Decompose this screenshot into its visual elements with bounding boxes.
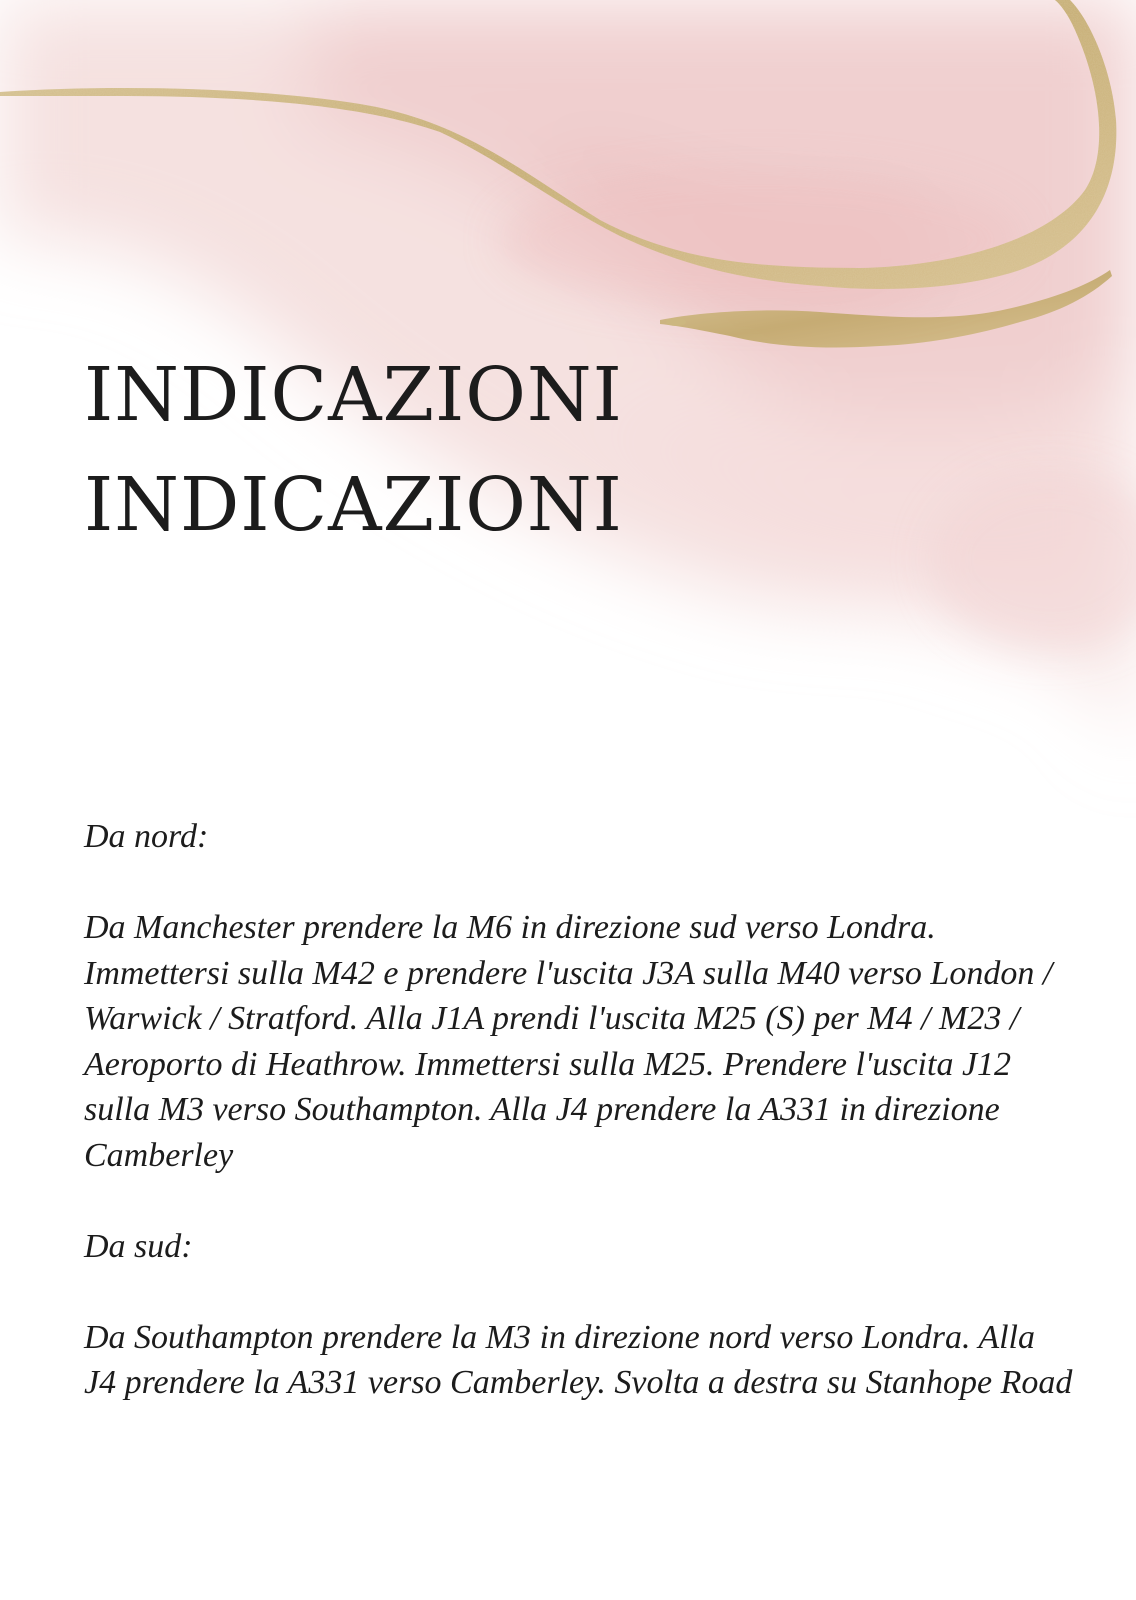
title-line-2: INDICAZIONI [84,462,623,548]
section-heading-north: Da nord: [84,818,209,855]
directions-body [84,814,1074,1451]
section-heading-south: Da sud: [84,1227,193,1265]
directions-from-north: Da Manchester prendere la M6 in direzione sud verso Londra. Immettersi sulla M42 e prendere l'uscita J3A sulla M40 verso London / Warwick / Stratford. Alla J1A prendi l'uscita M25 (S) per M4 / M23 / Aeroporto di Heathrow. Immettersi sulla M25. Prendere l'uscita J12 sulla M3 verso Southampton. Alla J4 prendere la A331 in direzione Camberley [84,909,1053,1174]
title-line-1: INDICAZIONI [84,352,623,438]
directions-from-south: Da Southampton prendere la M3 in direzione nord verso Londra. Alla J4 prendere la A331 verso Camberley. Svolta a destra su Stanhope Road [84,1318,1073,1401]
page-title [84,340,623,560]
